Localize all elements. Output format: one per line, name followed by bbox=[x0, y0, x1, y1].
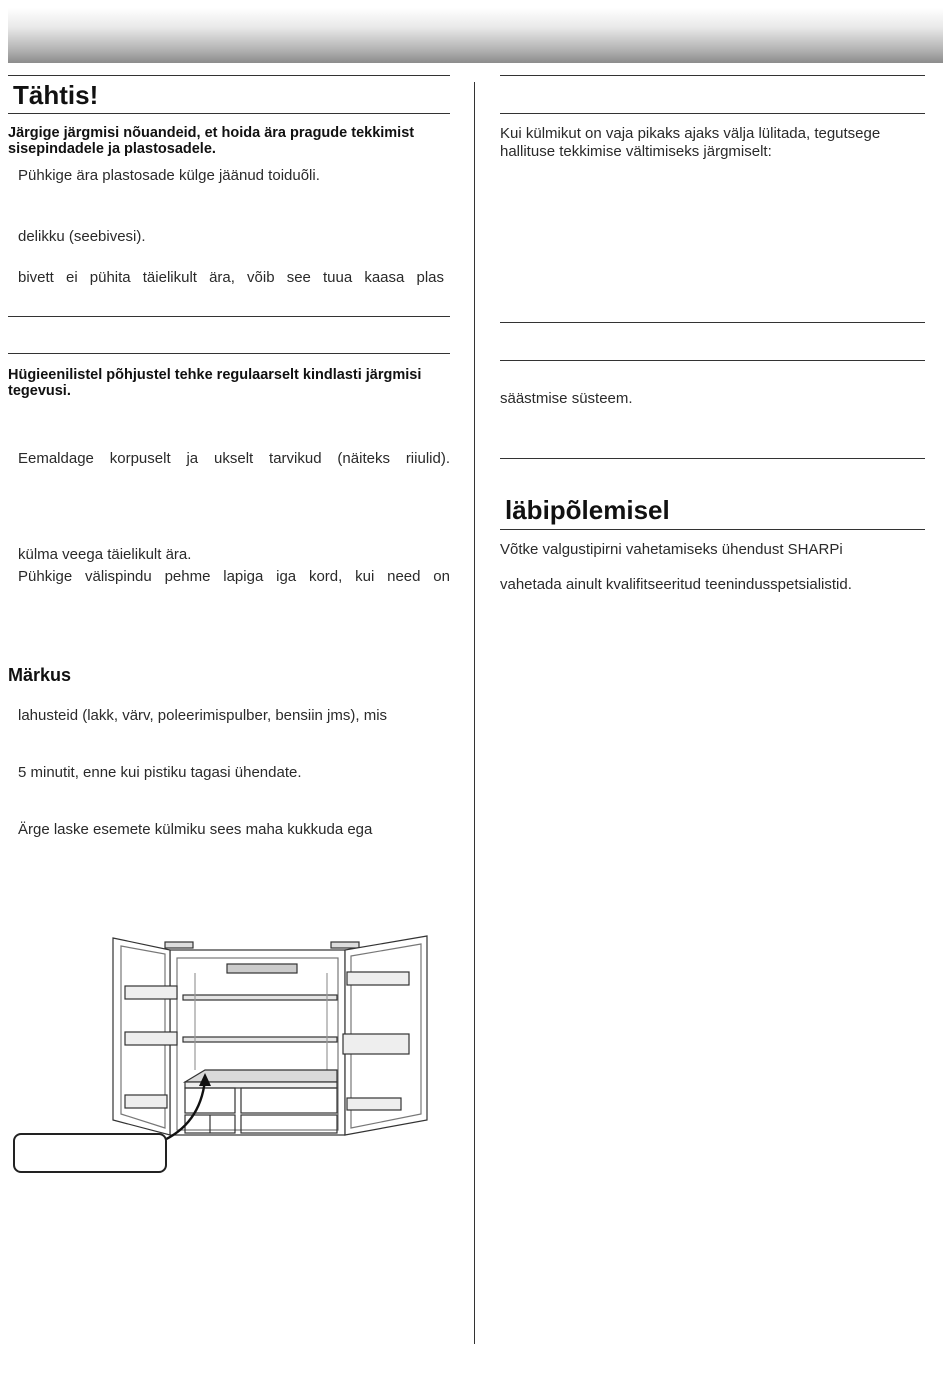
rule bbox=[500, 458, 925, 459]
refrigerator-illustration bbox=[105, 930, 435, 1155]
rule bbox=[500, 529, 925, 530]
column-divider bbox=[474, 82, 475, 1344]
text-line: lahusteid (lakk, värv, poleerimispulber, bensiin jms), mis bbox=[18, 707, 388, 724]
rule bbox=[8, 75, 450, 76]
text-line: säästmise süsteem. bbox=[500, 390, 633, 407]
text-line: Ärge laske esemete külmiku sees maha kukkuda ega bbox=[18, 821, 373, 838]
note-heading: Märkus bbox=[8, 665, 72, 685]
text-line: Pühkige ära plastosade külge jäänud toiduõli. bbox=[18, 167, 320, 184]
text-line: Pühkige välispindu pehme lapiga iga kord, kui need on bbox=[18, 568, 450, 585]
section-intro: Hügieenilistel põhjustel tehke regulaarselt kindlasti järgmisi tegevusi. bbox=[8, 367, 422, 399]
text-line: Võtke valgustipirni vahetamiseks ühendust SHARPi bbox=[500, 541, 843, 558]
text-line: Eemaldage korpuselt ja ukselt tarvikud (näiteks riiulid). bbox=[18, 450, 450, 467]
section-intro: Kui külmikut on vaja pikaks ajaks välja lülitada, tegutsege hallituse tekkimise vältimiseks järgmiselt: bbox=[500, 125, 881, 160]
rule bbox=[500, 75, 925, 76]
page-header-bar bbox=[8, 8, 943, 63]
section-heading-bulb: läbipõlemisel bbox=[505, 495, 670, 525]
rule bbox=[500, 360, 925, 361]
rule bbox=[500, 113, 925, 114]
text-line: külma veega täielikult ära. bbox=[18, 546, 192, 563]
rule bbox=[8, 316, 450, 317]
rule bbox=[500, 322, 925, 323]
section-heading-important: Tähtis! bbox=[13, 80, 99, 110]
text-line: 5 minutit, enne kui pistiku tagasi ühendate. bbox=[18, 764, 302, 781]
callout-box bbox=[13, 1133, 167, 1173]
rule bbox=[8, 113, 450, 114]
text-line: vahetada ainult kvalifitseeritud teenindusspetsialistid. bbox=[500, 576, 852, 593]
section-intro: Järgige järgmisi nõuandeid, et hoida ära pragude tekkimist sisepindadele ja plastosadele. bbox=[8, 125, 415, 157]
text-line: bivett ei pühita täielikult ära, võib see tuua kaasa plas bbox=[18, 269, 444, 286]
rule bbox=[8, 353, 450, 354]
text-line: delikku (seebivesi). bbox=[18, 228, 146, 245]
